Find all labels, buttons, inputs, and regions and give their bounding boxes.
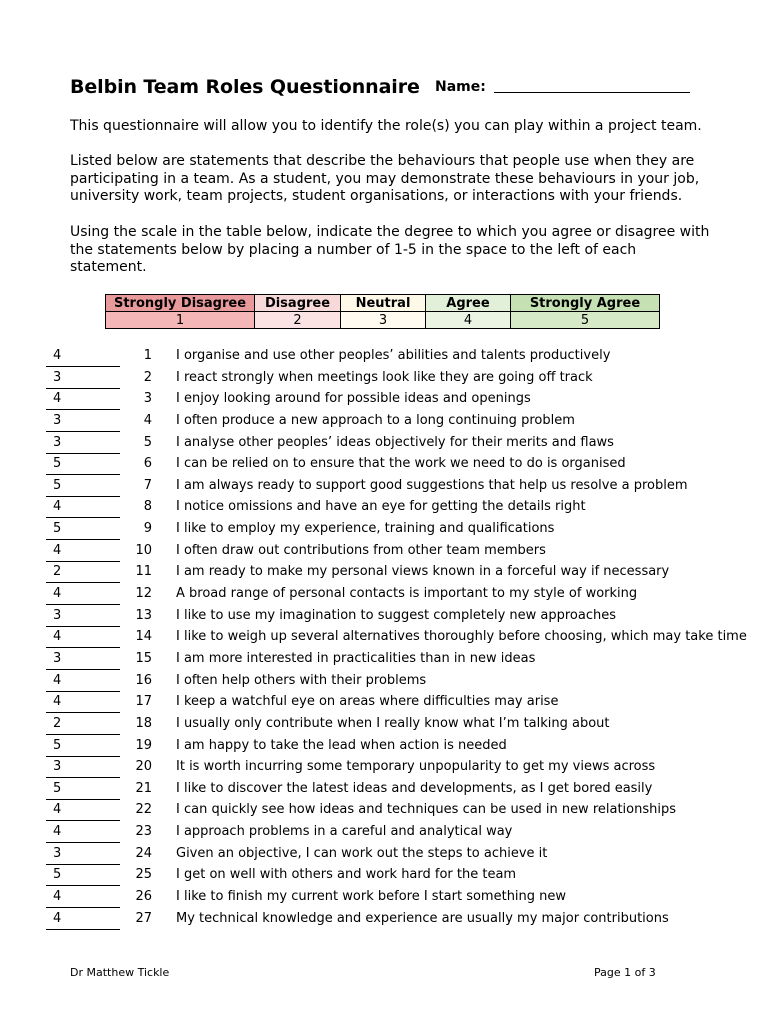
scale-header-row	[106, 295, 660, 312]
question-number: 19	[135, 737, 152, 753]
question-number: 17	[135, 694, 152, 710]
question-row	[0, 822, 768, 844]
question-number: 12	[135, 586, 152, 602]
question-text: I often produce a new approach to a long continuing problem	[176, 412, 575, 428]
question-number: 10	[135, 542, 152, 558]
scale-label-strongly-agree: Strongly Agree	[511, 295, 660, 312]
question-number: 18	[135, 715, 152, 731]
question-number: 2	[143, 369, 152, 385]
question-number: 1	[143, 348, 152, 363]
question-text: Given an objective, I can work out the steps to achieve it	[176, 845, 548, 861]
question-text: I like to discover the latest ideas and developments, as I get bored easily	[176, 780, 653, 796]
question-row	[0, 844, 768, 866]
answer-field[interactable]: 4	[53, 348, 62, 363]
question-text: I can quickly see how ideas and techniques can be used in new relationships	[176, 802, 677, 818]
answer-field[interactable]: 3	[53, 845, 62, 861]
scale-value-3: 3	[341, 312, 426, 329]
question-number: 6	[143, 456, 152, 472]
answer-field[interactable]: 5	[53, 477, 62, 493]
answer-field[interactable]: 4	[53, 802, 62, 818]
question-number: 25	[135, 867, 152, 883]
answer-field[interactable]: 4	[53, 694, 62, 710]
question-row	[0, 584, 768, 606]
question-number: 20	[135, 759, 152, 775]
question-text: I keep a watchful eye on areas where difficulties may arise	[176, 694, 559, 710]
question-row	[0, 714, 768, 736]
scale-table	[105, 294, 660, 329]
answer-field[interactable]: 4	[53, 499, 62, 515]
answer-field[interactable]: 3	[53, 412, 62, 428]
question-row	[0, 497, 768, 519]
answer-field[interactable]: 5	[53, 780, 62, 796]
footer-author: Dr Matthew Tickle	[70, 966, 170, 979]
question-number: 14	[135, 629, 152, 645]
question-row	[0, 692, 768, 714]
question-row	[0, 433, 768, 455]
question-row	[0, 887, 768, 909]
question-row	[0, 736, 768, 758]
question-number: 5	[143, 434, 152, 450]
scale-label-disagree: Disagree	[255, 295, 341, 312]
answer-field[interactable]: 2	[53, 715, 62, 731]
footer-page-number: Page 1 of 3	[594, 966, 656, 979]
question-number: 9	[143, 521, 152, 537]
answer-field[interactable]: 5	[53, 456, 62, 472]
question-text: I react strongly when meetings look like they are going off track	[176, 369, 593, 385]
name-blank-line	[494, 92, 690, 93]
question-number: 7	[143, 477, 152, 493]
question-row	[0, 671, 768, 693]
question-text: I usually only contribute when I really know what I’m talking about	[176, 715, 610, 731]
title-row	[70, 76, 710, 102]
answer-field[interactable]: 4	[53, 824, 62, 840]
question-row	[0, 627, 768, 649]
question-row	[0, 800, 768, 822]
question-row	[0, 411, 768, 433]
answer-field[interactable]: 5	[53, 867, 62, 883]
question-row	[0, 649, 768, 671]
question-number: 3	[143, 391, 152, 407]
question-text: It is worth incurring some temporary unpopularity to get my views across	[176, 759, 656, 775]
scale-label-agree: Agree	[426, 295, 511, 312]
answer-field[interactable]: 3	[53, 369, 62, 385]
question-text: I am more interested in practicalities than in new ideas	[176, 650, 536, 666]
name-label: Name:	[435, 79, 486, 95]
answer-field[interactable]: 4	[53, 586, 62, 602]
question-text: I like to employ my experience, training and qualifications	[176, 521, 555, 537]
question-number: 4	[143, 412, 152, 428]
question-number: 24	[135, 845, 152, 861]
question-number: 8	[143, 499, 152, 515]
question-text: I analyse other peoples’ ideas objectively for their merits and flaws	[176, 434, 614, 450]
question-row	[0, 368, 768, 390]
scale-label-strongly-disagree: Strongly Disagree	[106, 295, 255, 312]
question-text: I am ready to make my personal views known in a forceful way if necessary	[176, 564, 670, 580]
question-text: I like to weigh up several alternatives thoroughly before choosing, which may take time	[176, 629, 747, 645]
question-text: I am always ready to support good suggestions that help us resolve a problem	[176, 477, 688, 493]
answer-field[interactable]: 4	[53, 391, 62, 407]
intro-paragraph-3: Using the scale in the table below, indicate the degree to which you agree or disagree with the statements below by placing a number of 1-5 in the space to the left of each statement.	[70, 224, 710, 275]
question-text: I notice omissions and have an eye for getting the details right	[176, 499, 586, 515]
answer-field[interactable]: 3	[53, 607, 62, 623]
question-text: I am happy to take the lead when action is needed	[176, 737, 507, 753]
question-row	[0, 389, 768, 411]
question-number: 21	[135, 780, 152, 796]
question-number: 26	[135, 889, 152, 905]
answer-field[interactable]: 3	[53, 434, 62, 450]
answer-field[interactable]: 4	[53, 542, 62, 558]
answer-field[interactable]: 5	[53, 737, 62, 753]
scale-value-5: 5	[511, 312, 660, 329]
answer-underline	[46, 929, 120, 930]
question-row	[0, 454, 768, 476]
answer-field[interactable]: 2	[53, 564, 62, 580]
question-row	[0, 865, 768, 887]
intro-paragraph-1: This questionnaire will allow you to identify the role(s) you can play within a project team.	[70, 118, 702, 134]
question-row	[0, 909, 768, 931]
scale-value-1: 1	[106, 312, 255, 329]
question-text: I approach problems in a careful and analytical way	[176, 824, 513, 840]
question-number: 16	[135, 672, 152, 688]
scale-label-neutral: Neutral	[341, 295, 426, 312]
question-row	[0, 757, 768, 779]
question-text: I get on well with others and work hard for the team	[176, 867, 517, 883]
question-number: 15	[135, 650, 152, 666]
scale-value-2: 2	[255, 312, 341, 329]
answer-field[interactable]: 4	[53, 629, 62, 645]
question-list	[0, 346, 768, 930]
question-text: I enjoy looking around for possible ideas and openings	[176, 391, 531, 407]
question-row	[0, 541, 768, 563]
answer-field[interactable]: 4	[53, 910, 62, 926]
question-number: 27	[135, 910, 152, 926]
answer-field[interactable]: 5	[53, 521, 62, 537]
question-text: My technical knowledge and experience are usually my major contributions	[176, 910, 669, 926]
question-text: I like to use my imagination to suggest completely new approaches	[176, 607, 617, 623]
question-row	[0, 562, 768, 584]
question-row	[0, 779, 768, 801]
question-text: I often help others with their problems	[176, 672, 427, 688]
question-number: 23	[135, 824, 152, 840]
question-text: I often draw out contributions from other team members	[176, 542, 546, 558]
question-row	[0, 519, 768, 541]
scale-value-4: 4	[426, 312, 511, 329]
answer-field[interactable]: 3	[53, 650, 62, 666]
question-row	[0, 476, 768, 498]
question-number: 11	[135, 564, 152, 580]
answer-field[interactable]: 4	[53, 889, 62, 905]
question-number: 22	[135, 802, 152, 818]
question-row	[0, 346, 768, 368]
document-title: Belbin Team Roles Questionnaire	[70, 76, 420, 98]
question-text: I can be relied on to ensure that the work we need to do is organised	[176, 456, 626, 472]
question-row	[0, 606, 768, 628]
question-text: I like to finish my current work before I start something new	[176, 889, 567, 905]
scale-value-row	[106, 312, 660, 329]
question-text: I organise and use other peoples’ abilities and talents productively	[176, 348, 611, 363]
answer-field[interactable]: 4	[53, 672, 62, 688]
question-number: 13	[135, 607, 152, 623]
question-text: A broad range of personal contacts is important to my style of working	[176, 586, 638, 602]
answer-field[interactable]: 3	[53, 759, 62, 775]
intro-paragraph-2: Listed below are statements that describe the behaviours that people use when they are participating in a team. As a student, you may demonstrate these behaviours in your job, university work, team projects, student organisations, or interactions with your friends.	[70, 153, 700, 204]
